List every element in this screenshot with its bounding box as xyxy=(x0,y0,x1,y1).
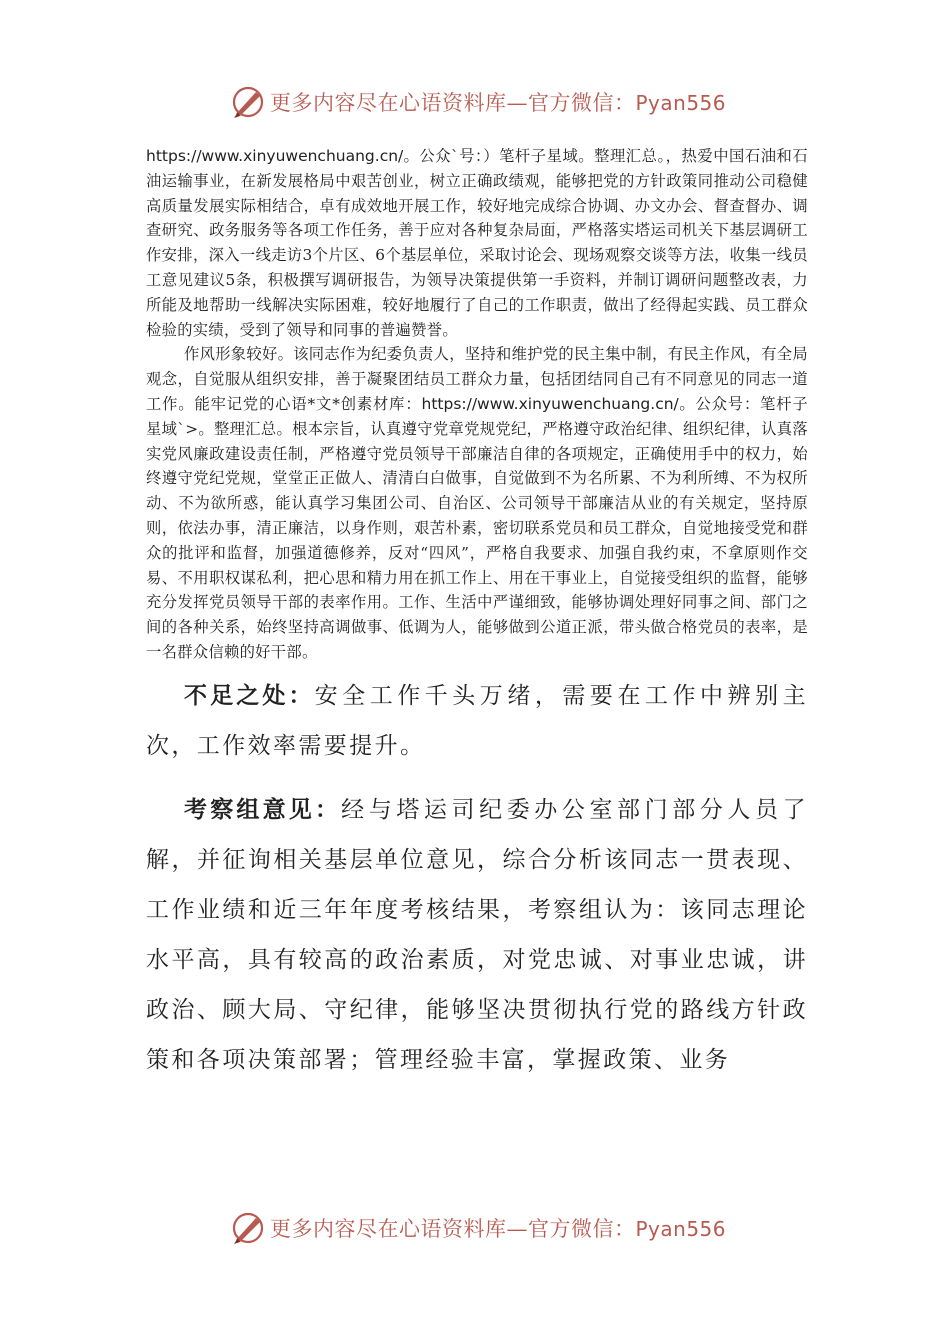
pen-logo-icon xyxy=(230,84,266,120)
header-banner xyxy=(230,82,750,122)
paragraph-2-text-a: 作风形象较好。该同志作为纪委负责人，坚持和维护党的民主集中制，有民主作风，有全局观念，自觉服从组织安排，善于凝聚团结员工群众力量，包括团结同自己有不同意见的同志一道工作。能牢记党的心语*文*创素材库： xyxy=(146,345,808,413)
header-text xyxy=(270,87,726,117)
inspection-opinion-label: 考察组意见： xyxy=(184,795,342,823)
footer-handle: Pyan556 xyxy=(635,1217,727,1241)
footer-text xyxy=(270,1213,726,1243)
shortcomings-paragraph xyxy=(146,671,808,771)
paragraph-1-url: https://www.xinyuwenchuang.cn/ xyxy=(146,147,404,165)
footer-banner xyxy=(230,1208,750,1248)
pen-logo-icon xyxy=(230,1210,266,1246)
inspection-opinion-paragraph xyxy=(146,785,808,1085)
paragraph-1-text: 。公众`号：）笔杆子星域。整理汇总。，热爱中国石油和石油运输事业，在新发展格局中艰苦创业，树立正确政绩观，能够把党的方针政策同推动公司稳健高质量发展实际相结合，卓有成效地开展工作，较好地完成综合协调、办文办会、督查督办、调查研究、政务服务等各项工作任务，善于应对各种复杂局面，严格落实塔运司机关下基层调研工作安排，深入一线走访3个片区、6个基层单位，采取讨论会、现场观察交谈等方法，收集一线员工意见建议5条，积极撰写调研报告，为领导决策提供第一手资料，并制订调研问题整改表，力所能及地帮助一线解决实际困难，较好地履行了自己的工作职责，做出了经得起实践、员工群众检验的实绩，受到了领导和同事的普遍赞誉。 xyxy=(146,147,808,339)
paragraph-2-url: https://www.xinyuwenchuang.cn/ xyxy=(421,394,679,413)
document-body xyxy=(146,144,808,1085)
paragraph-1 xyxy=(146,144,808,342)
inspection-opinion-text: 经与塔运司纪委办公室部门部分人员了解，并征询相关基层单位意见，综合分析该同志一贯表现、工作业绩和近三年年度考核结果，考察组认为：该同志理论水平高，具有较高的政治素质，对党忠诚、对事业忠诚，讲政治、顾大局、守纪律，能够坚决贯彻执行党的路线方针政策和各项决策部署；管理经验丰富，掌握政策、业务 xyxy=(146,796,809,1073)
header-label: 更多内容尽在心语资料库—官方微信： xyxy=(270,91,636,115)
shortcomings-label: 不足之处： xyxy=(184,681,315,709)
footer-label: 更多内容尽在心语资料库—官方微信： xyxy=(270,1217,636,1241)
paragraph-2 xyxy=(146,342,808,664)
paragraph-2-text-b: 。公众号：笔杆子星域`>。整理汇总。根本宗旨，认真遵守党章党规党纪，严格遵守政治纪律、组织纪律，认真落实党风廉政建设责任制，严格遵守党员领导干部廉洁自律的各项规定，正确使用手中的权力，始终遵守党纪党规，堂堂正正做人、清清白白做事，自觉做到不为名所累、不为利所缚、不为权所动、不为欲所惑，能认真学习集团公司、自治区、公司领导干部廉洁从业的有关规定，坚持原则，依法办事，清正廉洁，以身作则，艰苦朴素，密切联系党员和员工群众，自觉地接受党和群众的批评和监督，加强道德修养，反对“四风”，严格自我要求、加强自我约束，不拿原则作交易、不用职权谋私利，把心思和精力用在抓工作上、用在干事业上，自觉接受组织的监督，能够充分发挥党员领导干部的表率作用。工作、生活中严谨细致，能够协调处理好同事之间、部门之间的各种关系，始终坚持高调做事、低调为人，能够做到公道正派，带头做合格党员的表率，是一名群众信赖的好干部。 xyxy=(146,394,809,661)
shortcomings-text: 安全工作千头万绪，需要在工作中辨别主次，工作效率需要提升。 xyxy=(146,682,809,759)
header-handle: Pyan556 xyxy=(635,91,727,115)
